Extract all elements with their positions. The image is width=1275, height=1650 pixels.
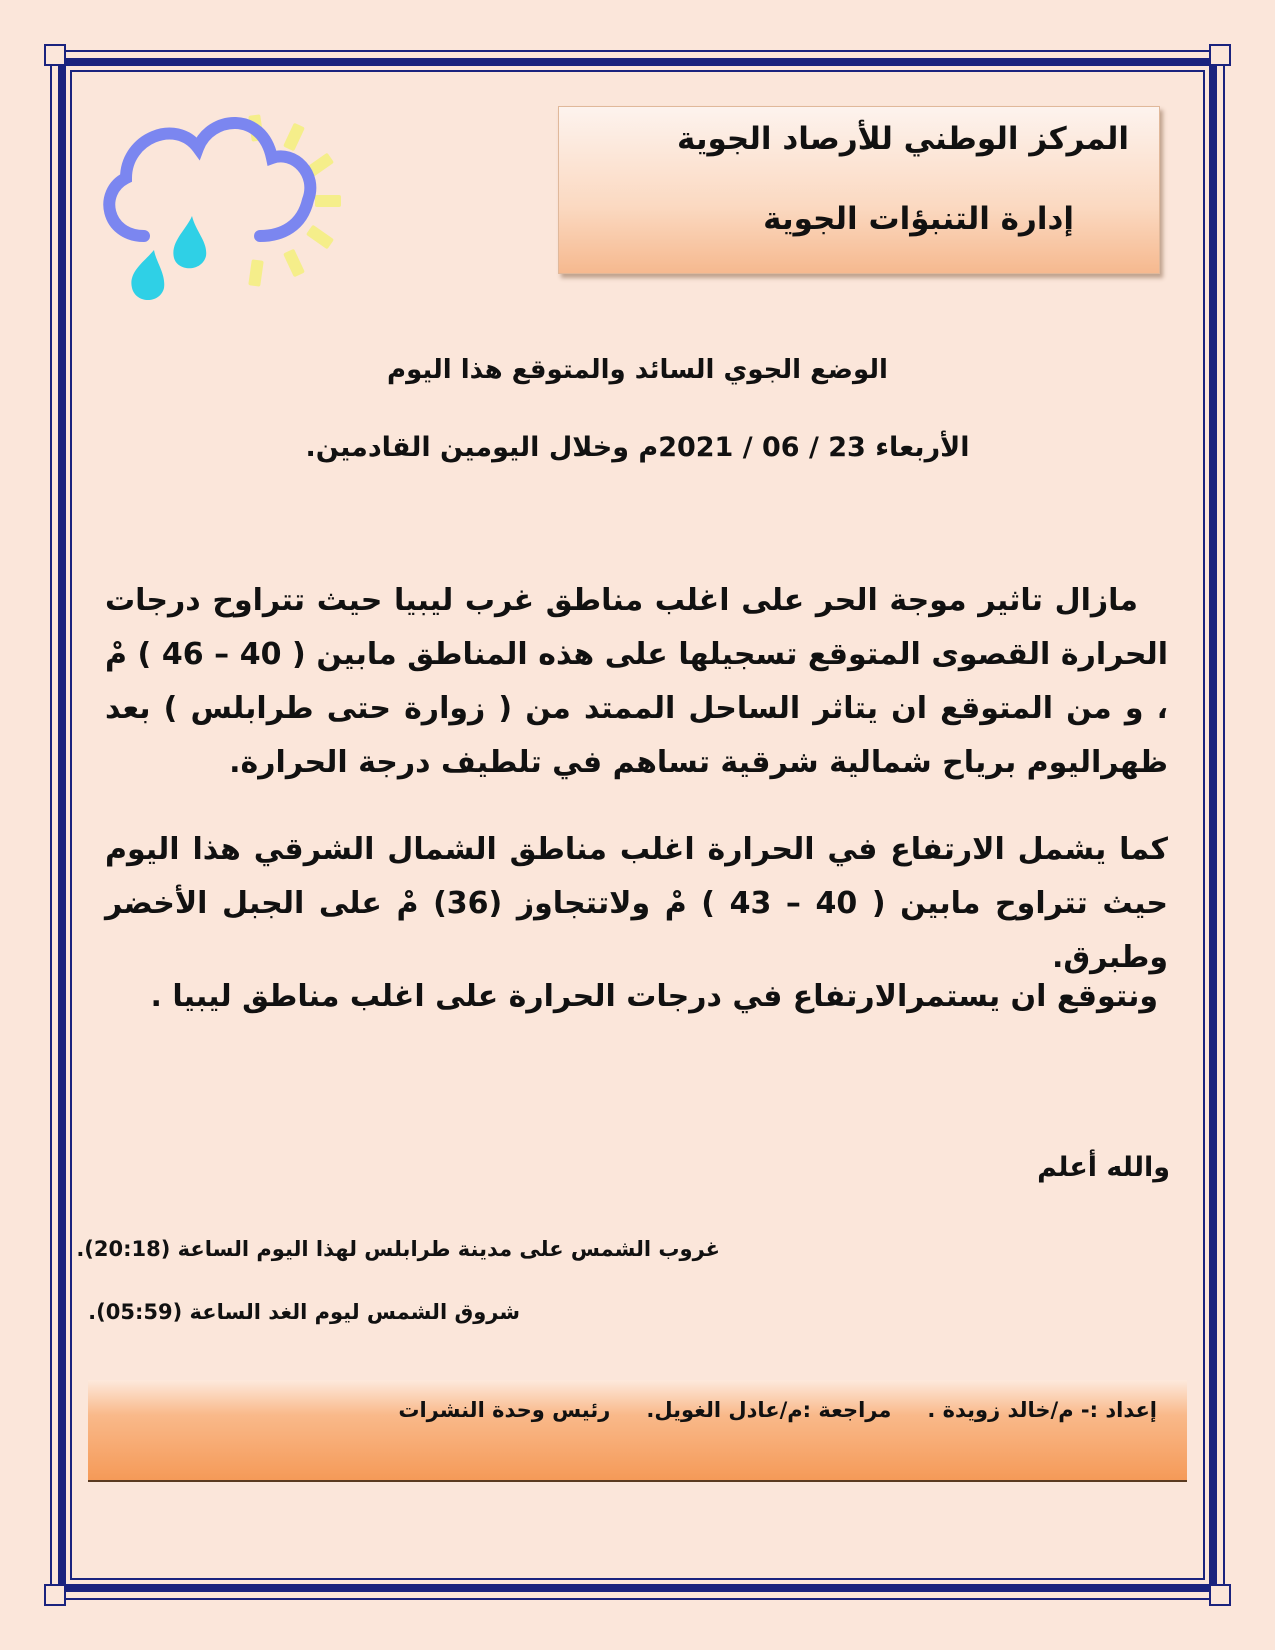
border-corner — [1209, 1584, 1231, 1606]
cloud-rain-sun-icon — [92, 108, 372, 308]
report-title: الوضع الجوي السائد والمتوقع هذا اليوم — [387, 355, 888, 385]
sunset-time: غروب الشمس على مدينة طرابلس لهذا اليوم الساعة (20:18). — [76, 1237, 720, 1261]
forecast-paragraph-outlook: ونتوقع ان يستمرالارتفاع في درجات الحرارة على اغلب مناطق ليبيا . — [150, 979, 1158, 1014]
forecast-paragraph-west: مازال تاثير موجة الحر على اغلب مناطق غرب ليبيا حيث تتراوح درجات الحرارة القصوى المتوقع تسجيلها على هذه المناطق مابين ( 40 – 46 ) مْ ، و من المتوقع ان يتاثر الساحل الممتد من ( زوارة حتى طرابلس ) بعد ظهراليوم برياح شمالية شرقية تساهم في تلطيف درجة الحرارة. — [105, 583, 1168, 780]
footer-credits — [362, 1398, 1157, 1422]
organization-name: المركز الوطني للأرصاد الجوية — [677, 121, 1129, 157]
forecast-paragraph-east: كما يشمل الارتفاع في الحرارة اغلب مناطق الشمال الشرقي هذا اليوم حيث تتراوح مابين ( 40 – 43 ) مْ ولاتتجاوز (36) مْ على الجبل الأخضر وطبرق. — [105, 832, 1168, 975]
report-date: الأربعاء 23 / 06 / 2021م وخلال اليومين القادمين. — [305, 432, 970, 463]
head-of-unit: رئيس وحدة النشرات — [398, 1398, 611, 1422]
border-corner — [44, 1584, 66, 1606]
border-corner — [1209, 44, 1231, 66]
closing-phrase: والله أعلم — [1037, 1152, 1170, 1183]
footer-banner — [88, 1380, 1187, 1482]
reviewed-by: مراجعة :م/عادل الغويل. — [646, 1398, 892, 1422]
header-banner — [558, 106, 1160, 274]
border-corner — [44, 44, 66, 66]
sunrise-time: شروق الشمس ليوم الغد الساعة (05:59). — [88, 1300, 520, 1324]
prepared-by: إعداد :- م/خالد زويدة . — [927, 1398, 1157, 1422]
department-name: إدارة التنبؤات الجوية — [763, 201, 1074, 237]
